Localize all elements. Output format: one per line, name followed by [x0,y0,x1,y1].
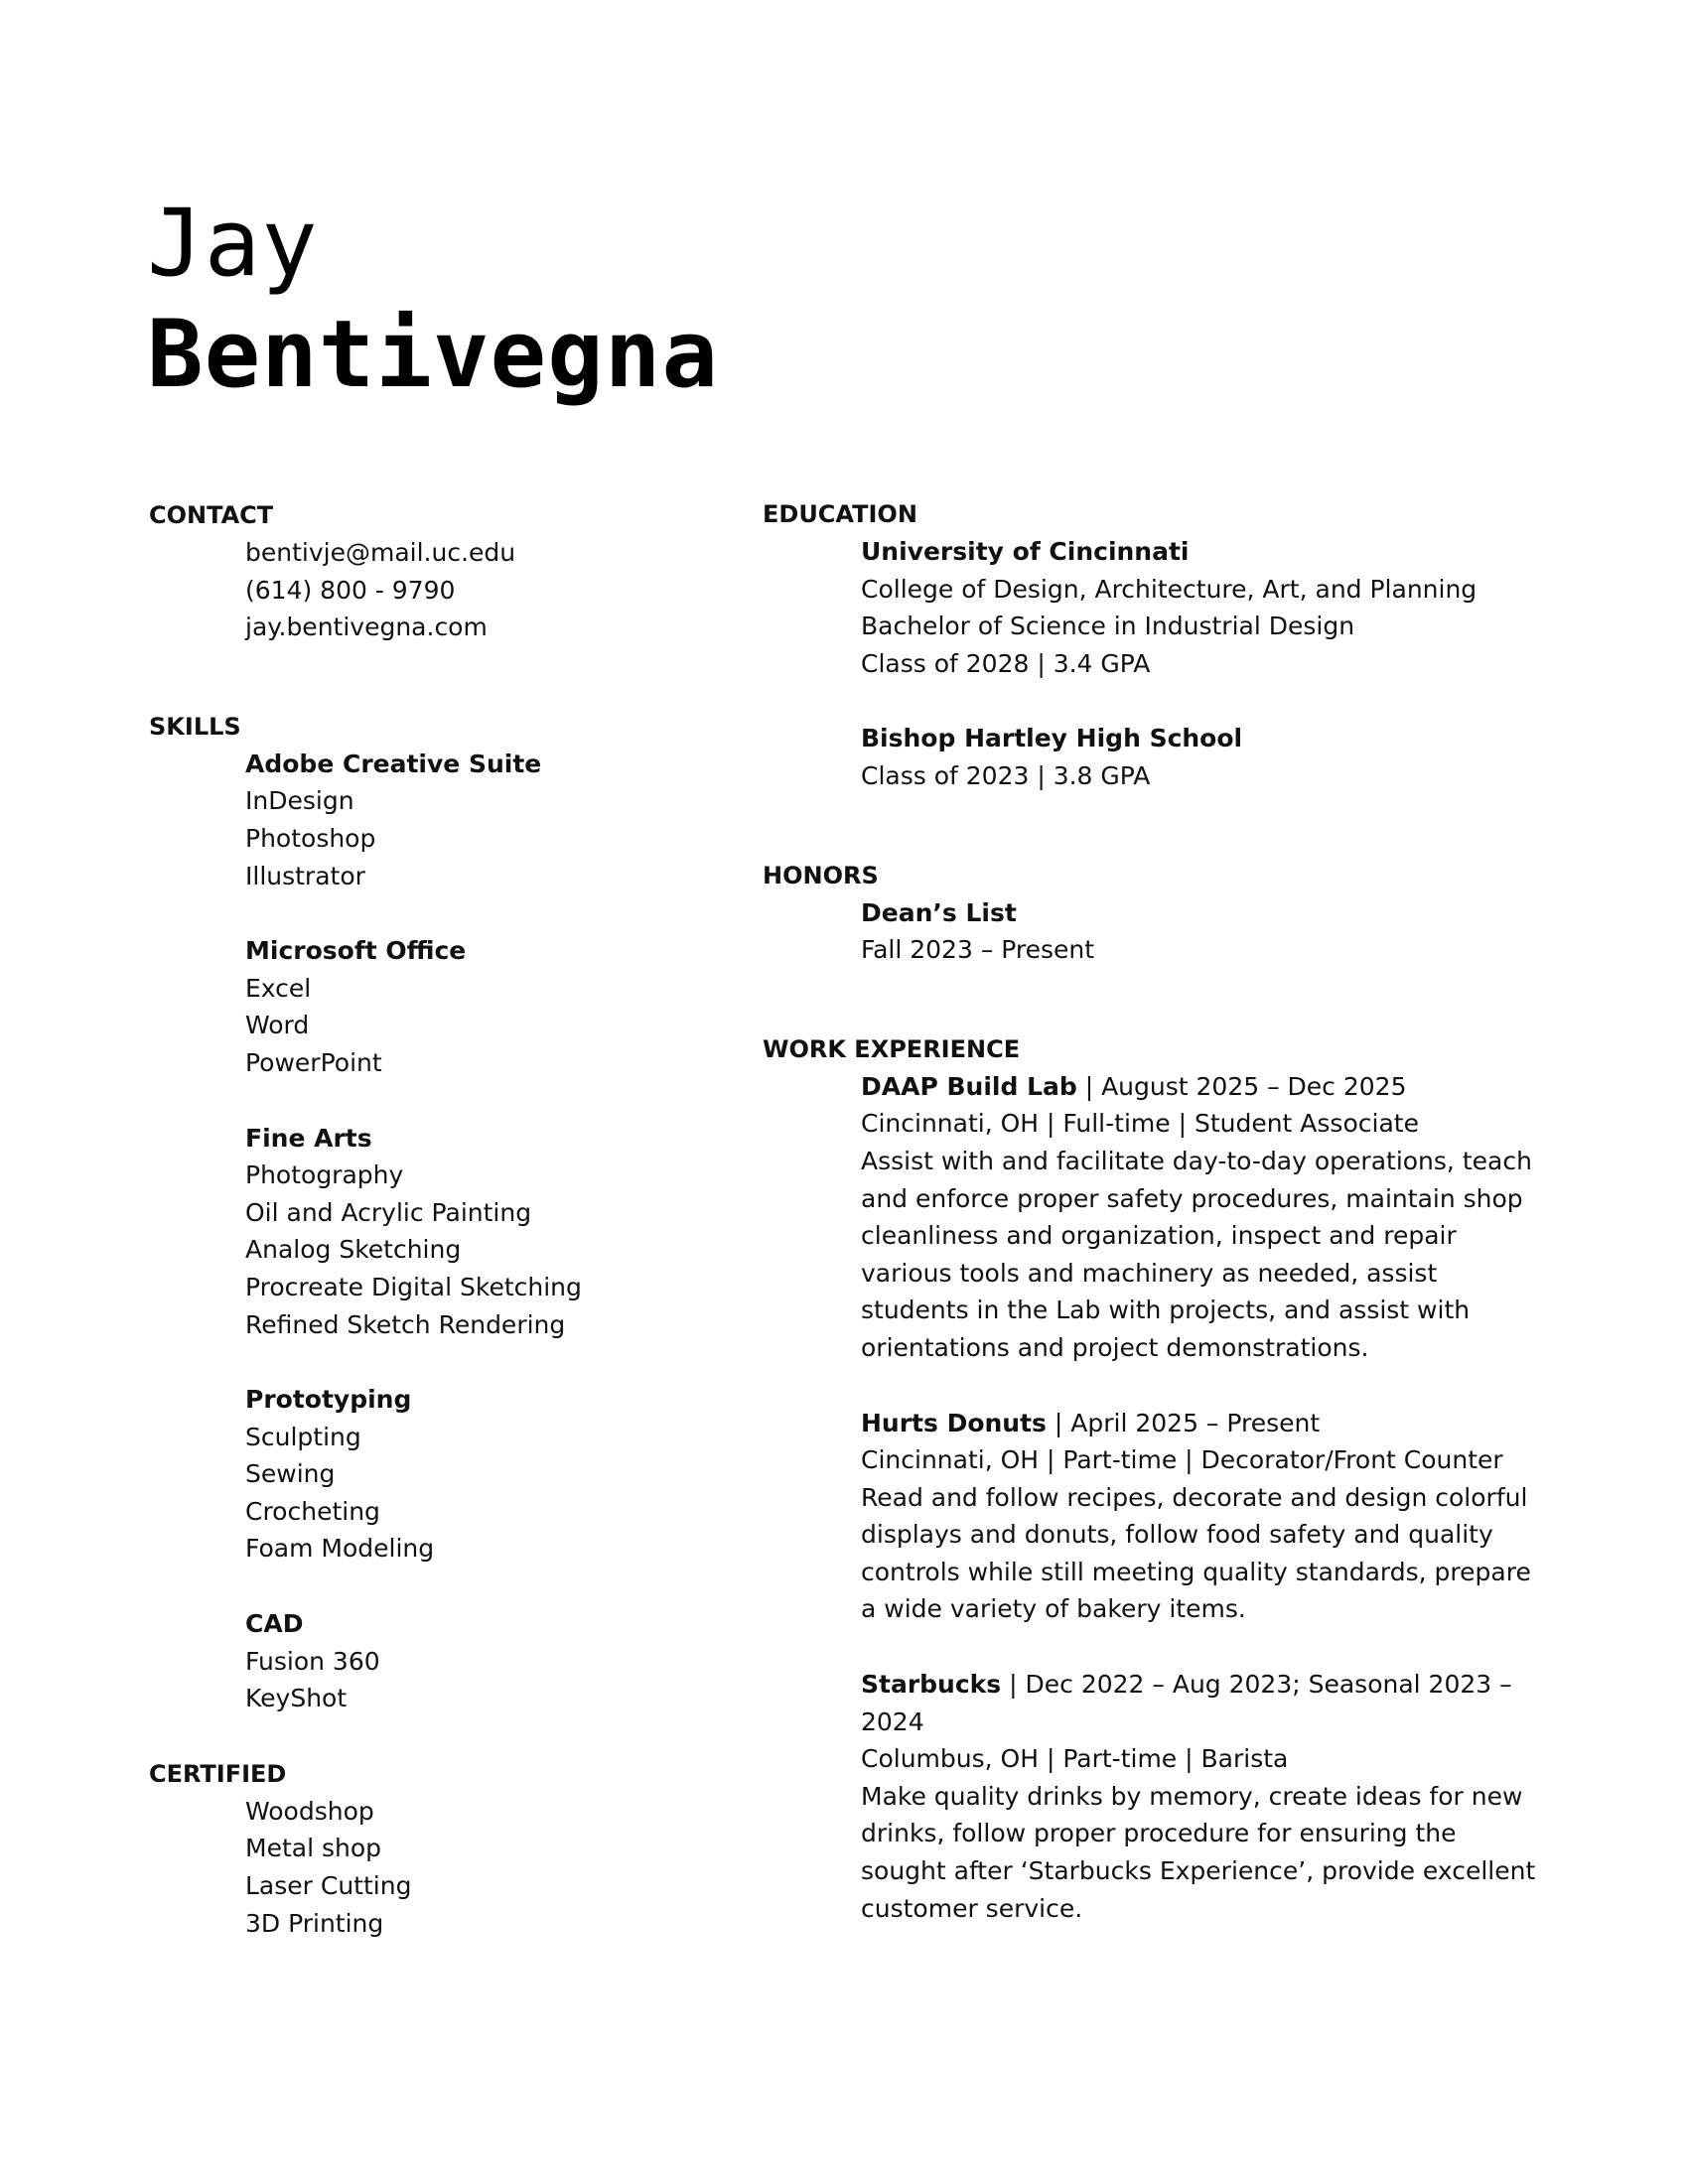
skill-item: Refined Sketch Rendering [245,1309,566,1339]
skill-group-prototyping [245,1381,705,1568]
first-name: Jay [147,190,319,298]
skill-item: Excel [245,973,312,1003]
job-meta: Cincinnati, OH | Full-time | Student Associate [861,1109,1419,1139]
honors-section [763,857,1577,969]
contact-website[interactable]: jay.bentivegna.com [245,613,488,642]
contact-heading: CONTACT [149,501,274,529]
job-description: Make quality drinks by memory, create ideas for new drinks, follow proper procedure for ensuring the sought after ‘Starbucks Experience’, provide excellent customer service. [861,1781,1536,1923]
certified-item: 3D Printing [245,1908,384,1938]
job-meta: Cincinnati, OH | Part-time | Decorator/Front Counter [861,1445,1503,1475]
skill-item: Word [245,1011,310,1040]
skill-item: Foam Modeling [245,1534,435,1564]
skill-group-title: Adobe Creative Suite [245,749,542,778]
skills-heading: SKILLS [149,712,241,741]
skill-group-title: Microsoft Office [245,936,467,966]
skill-item: InDesign [245,786,354,816]
job-dates: | Dec 2022 – Aug 2023; Seasonal 2023 – 2024 [861,1670,1512,1736]
skill-item: Crocheting [245,1496,380,1526]
skill-group-title: Fine Arts [245,1123,372,1153]
contact-phone[interactable]: (614) 800 - 9790 [245,575,456,605]
work-section [763,1030,1577,1927]
skill-item: PowerPoint [245,1047,382,1077]
skill-group-title: Prototyping [245,1385,412,1415]
job-entry [861,1068,1577,1367]
skill-item: KeyShot [245,1684,348,1713]
school-detail: Class of 2028 | 3.4 GPA [861,648,1151,678]
school-name: University of Cincinnati [861,537,1190,566]
school-detail: Class of 2023 | 3.8 GPA [861,760,1151,790]
skill-item: Procreate Digital Sketching [245,1272,582,1301]
job-dates: | April 2025 – Present [1046,1408,1321,1437]
school-detail: Bachelor of Science in Industrial Design [861,612,1355,641]
honor-dates: Fall 2023 – Present [861,935,1095,965]
skill-item: Oil and Acrylic Painting [245,1197,532,1227]
job-employer: DAAP Build Lab [861,1071,1077,1101]
job-entry [861,1405,1577,1629]
right-column [763,495,1577,1927]
skill-item: Photography [245,1160,404,1190]
resume-name [147,189,719,411]
certified-item: Laser Cutting [245,1871,412,1901]
contact-section [149,496,705,646]
contact-email[interactable]: bentivje@mail.uc.edu [245,538,516,567]
job-description: Assist with and facilitate day-to-day operations, teach and enforce proper safety procedures, maintain shop cleanliness and organization, inspect and repair various tools and machinery as needed, assist students in the Lab with projects, and assist with orientations and project demonstrations. [861,1146,1532,1362]
skill-group-fine-arts [245,1120,705,1344]
last-name: Bentivegna [147,301,719,409]
skill-group-adobe [245,746,705,894]
skill-group-title: CAD [245,1609,304,1639]
job-meta: Columbus, OH | Part-time | Barista [861,1744,1289,1774]
job-description: Read and follow recipes, decorate and design colorful displays and donuts, follow food safety and quality controls while still meeting quality standards, prepare a wide variety of bakery items. [861,1482,1531,1624]
skill-group-cad [245,1605,705,1717]
honor-title: Dean’s List [861,897,1017,927]
education-heading: EDUCATION [763,500,917,528]
skill-item: Sewing [245,1459,336,1489]
skill-item: Analog Sketching [245,1235,462,1265]
certified-item: Metal shop [245,1834,381,1863]
certified-section [149,1755,705,1942]
skill-item: Illustrator [245,861,365,890]
job-employer: Hurts Donuts [861,1408,1047,1437]
skill-item: Photoshop [245,823,376,853]
skill-item: Sculpting [245,1422,361,1451]
certified-heading: CERTIFIED [149,1759,287,1788]
left-column [149,496,705,1942]
education-section [763,495,1577,795]
school-name: Bishop Hartley High School [861,724,1243,753]
job-dates: | August 2025 – Dec 2025 [1076,1071,1407,1101]
skill-item: Fusion 360 [245,1646,380,1676]
school-detail: College of Design, Architecture, Art, and Planning [861,574,1477,604]
skills-section [149,708,705,1717]
job-employer: Starbucks [861,1670,1002,1700]
certified-item: Woodshop [245,1796,374,1826]
skill-group-microsoft [245,932,705,1081]
job-entry [861,1666,1577,1927]
honors-heading: HONORS [763,861,879,889]
work-heading: WORK EXPERIENCE [763,1034,1021,1063]
